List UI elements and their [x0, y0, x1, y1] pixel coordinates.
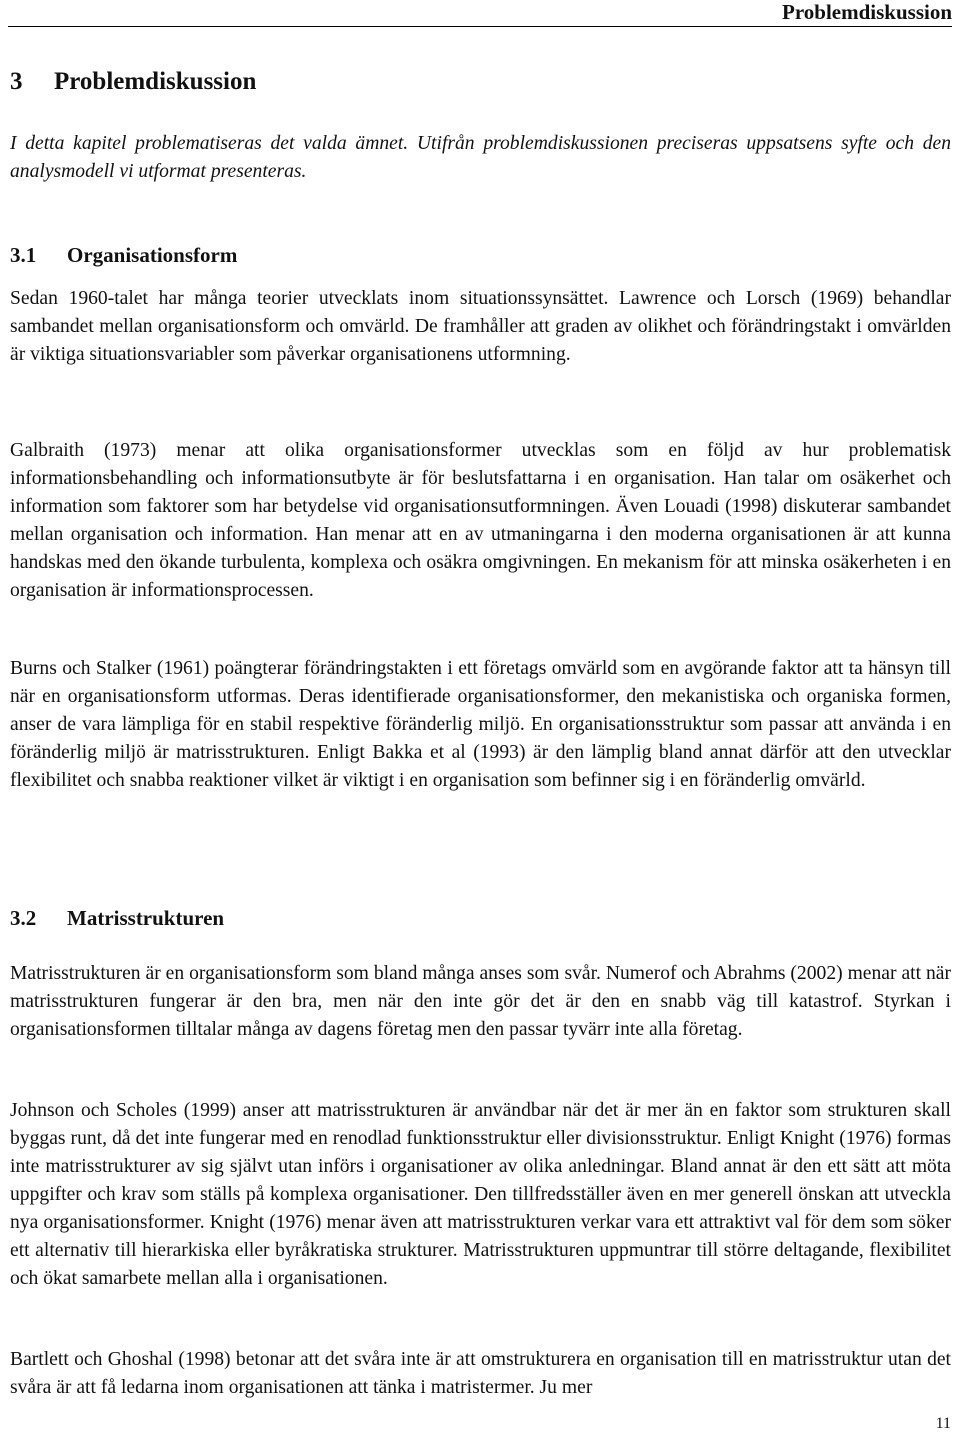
section-number: 3.1 — [10, 243, 37, 267]
body-paragraph: Burns och Stalker (1961) poängterar förändringstakten i ett företags omvärld som en avgörande faktor att ta hänsyn till när en organisationsform utformas. Deras identifierade organisationsformer, den mekanistiska och organiska formen, anser de vara lämpliga för en stabil respektive föränderlig miljö. En organisationsstruktur som passar att använda i en föränderlig miljö är matrisstrukturen. Enligt Bakka et al (1993) är den lämplig bland annat därför att den utvecklar flexibilitet och snabba reaktioner vilket är viktigt i en organisation som befinner sig i en föränderlig omvärld. — [10, 658, 951, 791]
section-heading-organisationsform — [10, 240, 237, 270]
body-paragraph: Bartlett och Ghoshal (1998) betonar att det svåra inte är att omstrukturera en organisation till en matrisstruktur utan det svåra är att få ledarna inom organisationen att tänka i matristermer. Ju mer — [10, 1349, 951, 1398]
section-title: Matrisstrukturen — [67, 906, 225, 930]
running-header-title: Problemdiskussion — [782, 0, 952, 24]
section-title: Organisationsform — [67, 243, 238, 267]
section-number: 3.2 — [10, 906, 37, 930]
body-paragraph: Galbraith (1973) menar att olika organisationsformer utvecklas som en följd av hur problematisk informationsbehandling och informationsutbyte är för beslutsfattarna i en organisation. Han talar om osäkerhet och information som faktorer som har betydelse vid organisationsutformningen. Även Louadi (1998) diskuterar sambandet mellan organisation och information. Han menar att en av utmaningarna i den moderna organisationen är att kunna handskas med den ökande turbulenta, komplexa och osäkra omgivningen. En mekanism för att minska osäkerheten i en organisation är informationsprocessen. — [10, 440, 951, 601]
body-paragraph: Sedan 1960-talet har många teorier utvecklats inom situationssynsättet. Lawrence och Lorsch (1969) behandlar sambandet mellan organisationsform och omvärld. De framhåller att graden av olikhet och förändringstakt i omvärlden är viktiga situationsvariabler som påverkar organisationens utformning. — [10, 288, 951, 365]
body-paragraph: Johnson och Scholes (1999) anser att matrisstrukturen är användbar när det är mer än en faktor som strukturen skall byggas runt, då det inte fungerar med en renodlad funktionsstruktur eller divisionsstruktur. Enligt Knight (1976) formas inte matrisstrukturer av sig självt utan införs i organisationer av olika anledningar. Bland annat är den ett sätt att möta uppgifter och krav som ställs på komplexa organisationer. Den tillfredsställer även en mer generell önskan att utveckla nya organisationsformer. Knight (1976) menar även att matrisstrukturen verkar vara ett attraktivt val för dem som söker ett alternativ till hierarkiska eller byråkratiska strukturer. Matrisstrukturen uppmuntrar till större deltagande, flexibilitet och ökat samarbete mellan alla i organisationen. — [10, 1100, 951, 1289]
chapter-title: Problemdiskussion — [54, 68, 257, 95]
body-paragraph: Matrisstrukturen är en organisationsform som bland många anses som svår. Numerof och Abrahms (2002) menar att när matrisstrukturen fungerar är den bra, men när den inte gör det är den en snabb väg till katastrof. Styrkan i organisationsformen tilltalar många av dagens företag men den passar tyvärr inte alla företag. — [10, 963, 951, 1040]
page-number: 11 — [935, 1415, 951, 1432]
running-header — [8, 0, 952, 27]
section-heading-matrisstrukturen — [10, 903, 224, 933]
chapter-intro: I detta kapitel problematiseras det valda ämnet. Utifrån problemdiskussionen preciseras uppsatsens syfte och den analysmodell vi utformat presenteras. — [10, 133, 951, 182]
chapter-number: 3 — [10, 68, 23, 95]
chapter-heading — [10, 64, 256, 100]
